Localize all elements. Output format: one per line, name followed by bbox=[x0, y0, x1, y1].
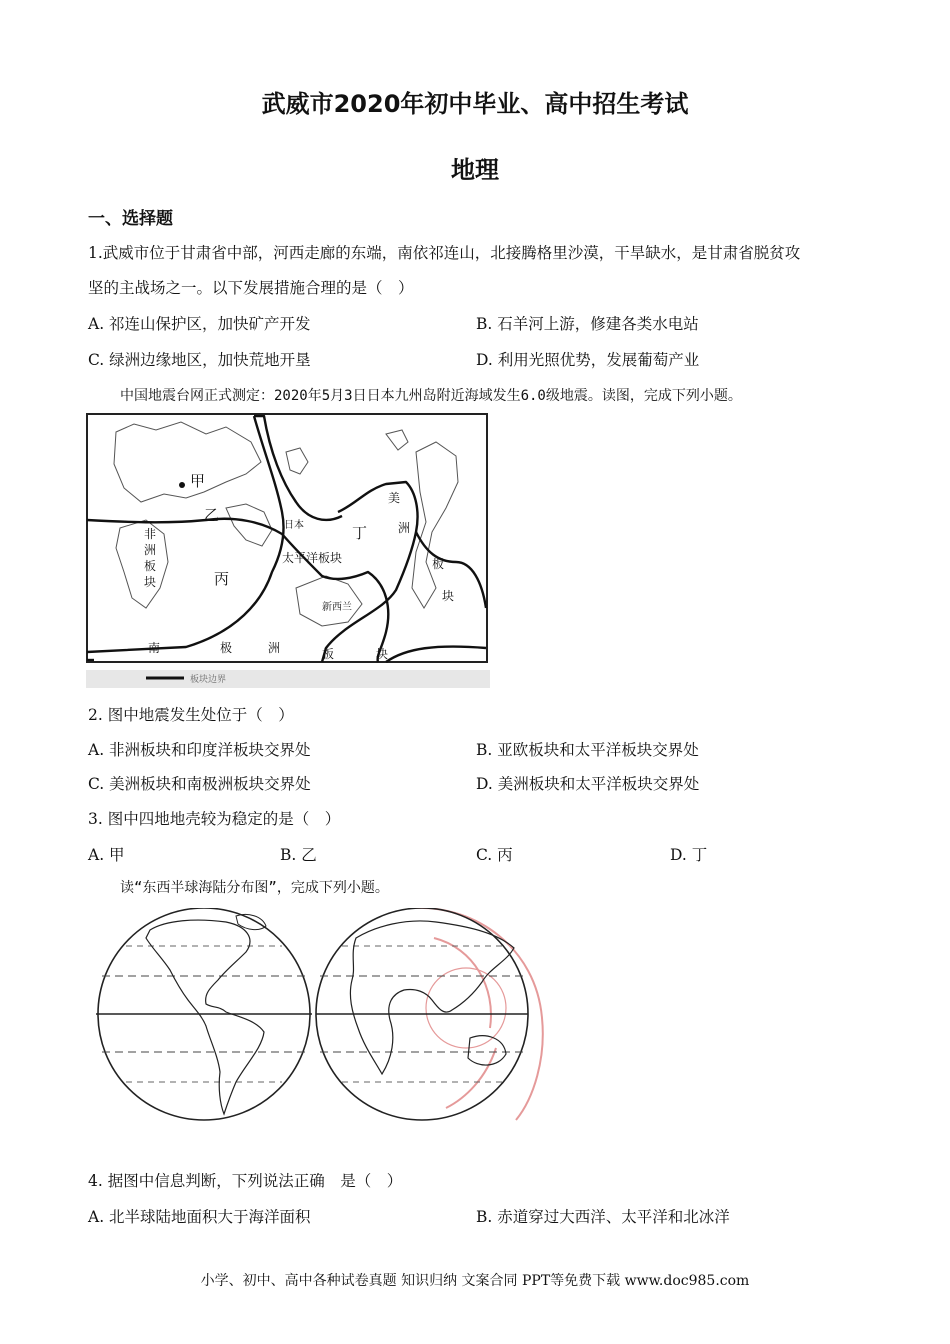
q1-stem-line1: 1.武威市位于甘肃省中部，河西走廊的东端，南依祁连山，北接腾格里沙漠，干旱缺水，是甘肃省脱贫攻 bbox=[88, 244, 801, 262]
q4-intro: 读“东西半球海陆分布图”，完成下列小题。 bbox=[120, 880, 389, 896]
map-label-bing: 丙 bbox=[214, 570, 230, 588]
q1-option-a: A. 祁连山保护区，加快矿产开发 bbox=[88, 315, 311, 333]
q1-option-d: D. 利用光照优势，发展葡萄产业 bbox=[476, 351, 700, 369]
map-label-jia: 甲 bbox=[190, 472, 206, 490]
map-label-antarctic-3: 洲 bbox=[268, 641, 281, 655]
hemispheres-map bbox=[86, 908, 546, 1124]
western-hemisphere bbox=[96, 908, 312, 1120]
q3-stem: 3. 图中四地地壳较为稳定的是（ ） bbox=[88, 810, 341, 828]
q2-option-c: C. 美洲板块和南极洲板块交界处 bbox=[88, 775, 311, 793]
q2-option-a: A. 非洲板块和印度洋板块交界处 bbox=[88, 741, 311, 759]
map-label-africa-1: 非 bbox=[144, 527, 157, 541]
map-label-america-2: 洲 bbox=[398, 521, 411, 535]
map-label-america-1: 美 bbox=[388, 491, 401, 505]
q4-stem: 4. 据图中信息判断，下列说法正确 是（ ） bbox=[88, 1172, 403, 1190]
subject-title: 地理 bbox=[451, 156, 499, 184]
map-label-africa-4: 块 bbox=[144, 575, 157, 589]
q3-option-a: A. 甲 bbox=[88, 846, 125, 864]
map-label-ding: 丁 bbox=[352, 524, 368, 542]
map-label-new-zealand: 新西兰 bbox=[322, 602, 352, 613]
map-label-africa-3: 板 bbox=[144, 559, 157, 573]
map-label-africa-2: 洲 bbox=[144, 543, 157, 557]
map-label-antarctic-5: 块 bbox=[376, 647, 389, 661]
q2-option-b: B. 亚欧板块和太平洋板块交界处 bbox=[476, 741, 699, 759]
map-label-antarctic-1: 南 bbox=[148, 641, 161, 655]
q2-intro: 中国地震台网正式测定：2020年5月3日日本九州岛附近海域发生6.0级地震。读图，完成下列小题。 bbox=[120, 388, 742, 404]
q3-option-b: B. 乙 bbox=[280, 846, 317, 864]
map-label-antarctic-4: 板 bbox=[322, 647, 335, 661]
q2-stem: 2. 图中地震发生处位于（ ） bbox=[88, 706, 294, 724]
q3-option-d: D. 丁 bbox=[670, 846, 708, 864]
q1-option-b: B. 石羊河上游，修建各类水电站 bbox=[476, 315, 699, 333]
q1-option-c: C. 绿洲边缘地区，加快荒地开垦 bbox=[88, 351, 311, 369]
eastern-hemisphere bbox=[316, 908, 528, 1120]
section-heading: 一、选择题 bbox=[88, 209, 173, 229]
map-label-antarctic-2: 极 bbox=[220, 641, 233, 655]
map-label-yi: 乙 bbox=[204, 506, 220, 524]
map-label-pacific-plate: 太平洋板块 bbox=[282, 551, 343, 565]
map-label-america-4: 块 bbox=[442, 589, 455, 603]
q1-stem-line2: 坚的主战场之一。以下发展措施合理的是（ ） bbox=[88, 279, 414, 297]
footer-text: 小学、初中、高中各种试卷真题 知识归纳 文案合同 PPT等免费下载 www.doc985.com bbox=[200, 1273, 750, 1289]
exam-title: 武威市2020年初中毕业、高中招生考试 bbox=[261, 90, 689, 118]
legend-boundary-label: 板块边界 bbox=[190, 675, 227, 685]
q3-option-c: C. 丙 bbox=[476, 846, 513, 864]
plate-map bbox=[86, 412, 490, 688]
q4-option-b: B. 赤道穿过大西洋、太平洋和北冰洋 bbox=[476, 1208, 730, 1226]
q2-option-d: D. 美洲板块和太平洋板块交界处 bbox=[476, 775, 700, 793]
jia-point-marker bbox=[179, 482, 185, 488]
q4-option-a: A. 北半球陆地面积大于海洋面积 bbox=[88, 1208, 311, 1226]
map-label-america-3: 板 bbox=[432, 557, 445, 571]
map-label-japan: 日本 bbox=[284, 520, 304, 531]
